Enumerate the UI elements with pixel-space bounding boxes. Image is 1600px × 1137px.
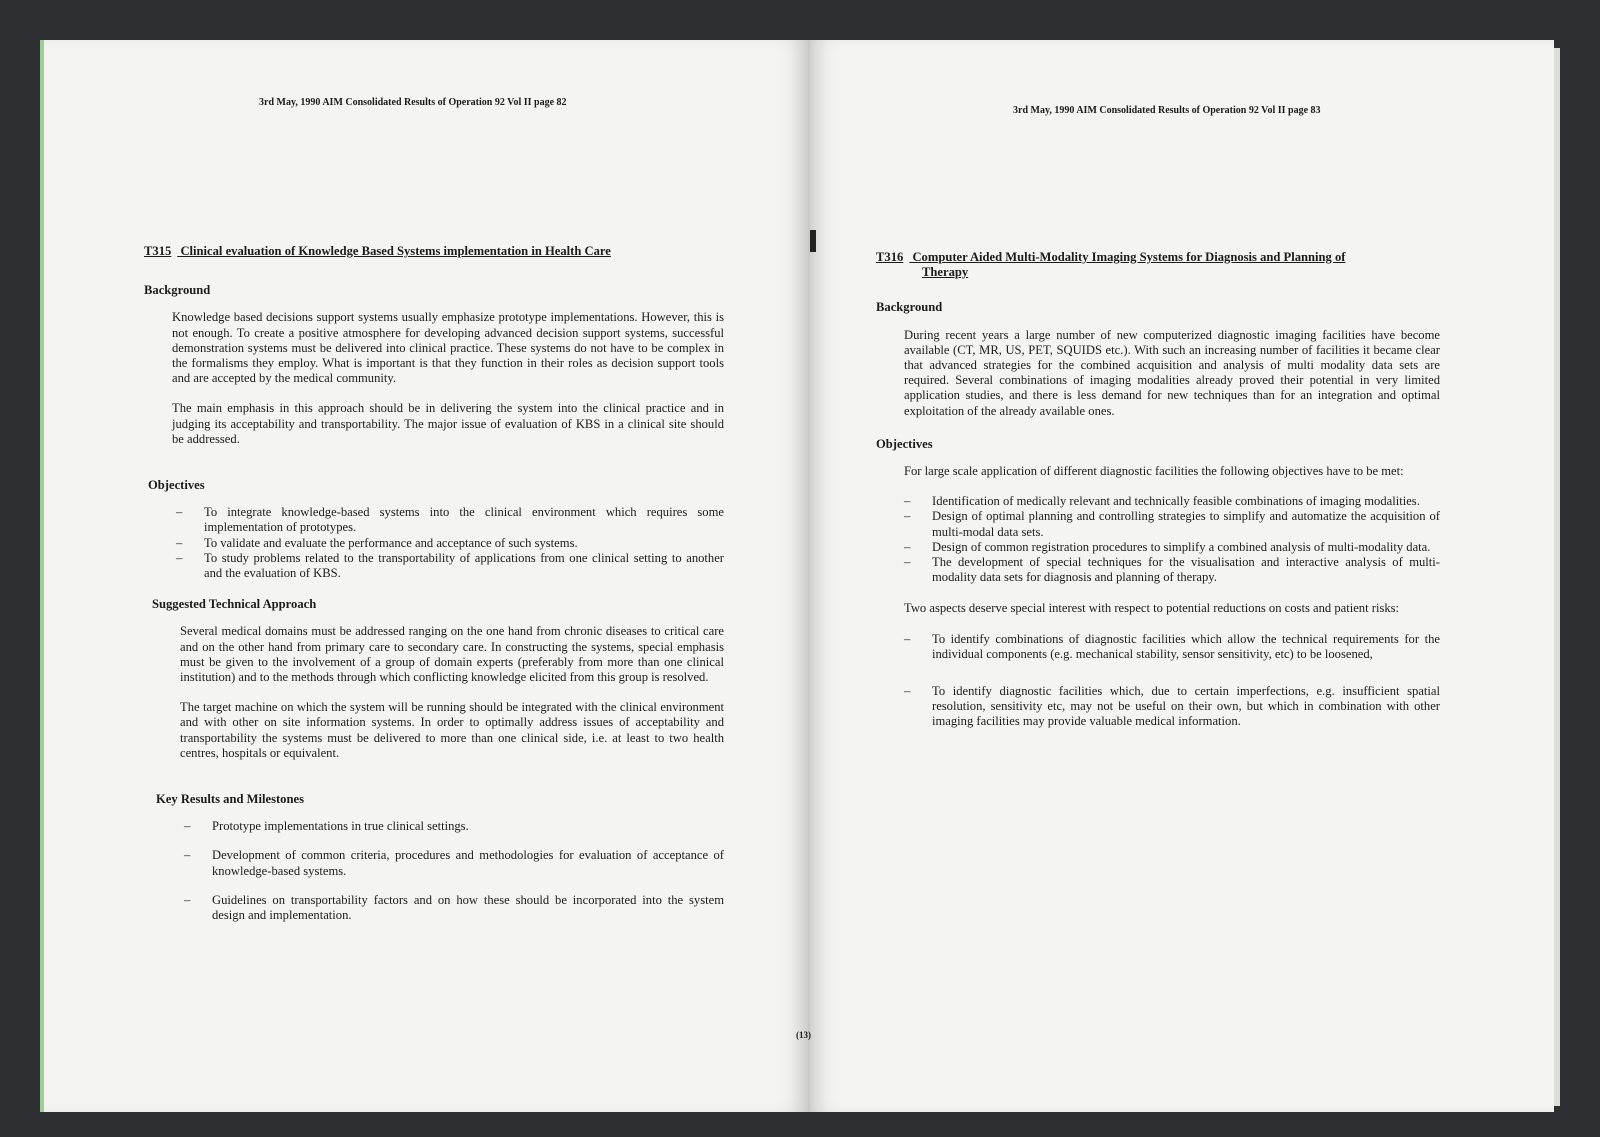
list-item: – Prototype implementations in true clinical settings. [184, 819, 724, 834]
background-heading: Background [144, 283, 211, 298]
list-item: – Development of common criteria, procedures and methodologies for evaluation of acceptance of knowledge-based systems. [184, 848, 724, 878]
list-item: – To integrate knowledge-based systems into the clinical environment which requires some implementation of prototypes. [176, 505, 724, 535]
list-item: – To identify diagnostic facilities which, due to certain imperfections, e.g. insufficient spatial resolution, sensitivity etc, may not be useful on their own, but which in combination with other imaging facilities may provide valuable medical information. [904, 684, 1440, 730]
left-page-content [144, 244, 724, 939]
running-head: 3rd May, 1990 AIM Consolidated Results of Operation 92 Vol II page 83 [1013, 105, 1321, 116]
list-item: – The development of special techniques for the visualisation and interactive analysis of multi-modality data sets for diagnosis and planning of therapy. [904, 555, 1440, 585]
approach-heading: Suggested Technical Approach [152, 597, 317, 612]
task-title [876, 250, 1440, 280]
objectives-list [176, 505, 724, 581]
task-title [144, 244, 724, 259]
approach-paragraph: The target machine on which the system will be running should be integrated with the clinical environment and with other on site information systems. In order to optimally address issues of acceptability and transportability the systems must be delivered to more than one clinical side, i.e. at least to two health centres, hospitals or equivalent. [180, 700, 724, 760]
objectives-list [904, 494, 1440, 585]
background-heading: Background [876, 300, 943, 315]
list-item: – Identification of medically relevant and technically feasible combinations of imaging modalities. [904, 494, 1440, 509]
right-page [796, 40, 1554, 1112]
task-title-text: Computer Aided Multi-Modality Imaging Systems for Diagnosis and Planning of [912, 250, 1346, 264]
task-title-text: Clinical evaluation of Knowledge Based Systems implementation in Health Care [180, 244, 611, 258]
list-item: – Design of common registration procedures to simplify a combined analysis of multi-modality data. [904, 540, 1440, 555]
results-list [184, 819, 724, 923]
binding-mark [810, 230, 816, 252]
page-number: (13) [796, 1030, 811, 1040]
right-page-content [876, 250, 1440, 746]
background-paragraph: Knowledge based decisions support systems usually emphasize prototype implementations. However, this is not enough. To create a positive atmosphere for developing advanced decision support systems, successful demonstration systems must be delivered into clinical practice. These systems do not have to be complex in the formalisms they employ. What is important is that they function in their roles as decision support tools and are accepted by the medical community. [172, 310, 724, 386]
approach-paragraph: Several medical domains must be addressed ranging on the one hand from chronic diseases to critical care and on the other hand from primary care to secondary care. In constructing the systems, special emphasis must be given to the involvement of a group of domain experts (preferably from more than one clinical institution) and to the methods through which conflicting knowledge elicited from this group is resolved. [180, 624, 724, 685]
background-paragraph: During recent years a large number of new computerized diagnostic imaging facilities have become available (CT, MR, US, PET, SQUIDS etc.). With such an increasing number of facilities it became clear that advanced strategies for the combined acquisition and analysis of multi modality data sets are required. Several combinations of imaging modalities already proved their potential in very limited application studies, and there is less demand for new techniques than for an integration and optimal exploitation of the already available ones. [904, 327, 1440, 418]
list-item: – Guidelines on transportability factors and on how these should be incorporated into the system design and implementation. [184, 893, 724, 923]
aspects-list [904, 632, 1440, 730]
aspects-intro: Two aspects deserve special interest with respect to potential reductions on costs and patient risks: [904, 601, 1400, 616]
list-item: – To identify combinations of diagnostic facilities which allow the technical requirements for the individual components (e.g. mechanical stability, sensor sensitivity, etc) to be loosened, [904, 632, 1440, 662]
list-item: – To study problems related to the transportability of applications from one clinical setting to another and the evaluation of KBS. [176, 551, 724, 581]
page-edge [1554, 48, 1560, 1106]
task-code: T315 [144, 244, 172, 258]
list-item: – Design of optimal planning and controlling strategies to simplify and automatize the acquisition of multi-modal data sets. [904, 509, 1440, 539]
task-title-continuation: Therapy [922, 265, 969, 280]
objectives-heading: Objectives [876, 436, 933, 451]
task-code: T316 [876, 250, 904, 264]
list-item: – To validate and evaluate the performance and acceptance of such systems. [176, 536, 724, 551]
results-heading: Key Results and Milestones [156, 792, 304, 807]
objectives-intro: For large scale application of different diagnostic facilities the following objectives have to be met: [904, 464, 1404, 479]
running-head: 3rd May, 1990 AIM Consolidated Results of Operation 92 Vol II page 82 [259, 97, 567, 108]
objectives-heading: Objectives [148, 478, 205, 493]
background-paragraph: The main emphasis in this approach should be in delivering the system into the clinical practice and in judging its acceptability and transportability. The major issue of evaluation of KBS in a clinical site should be addressed. [172, 401, 724, 446]
left-page [40, 40, 808, 1112]
